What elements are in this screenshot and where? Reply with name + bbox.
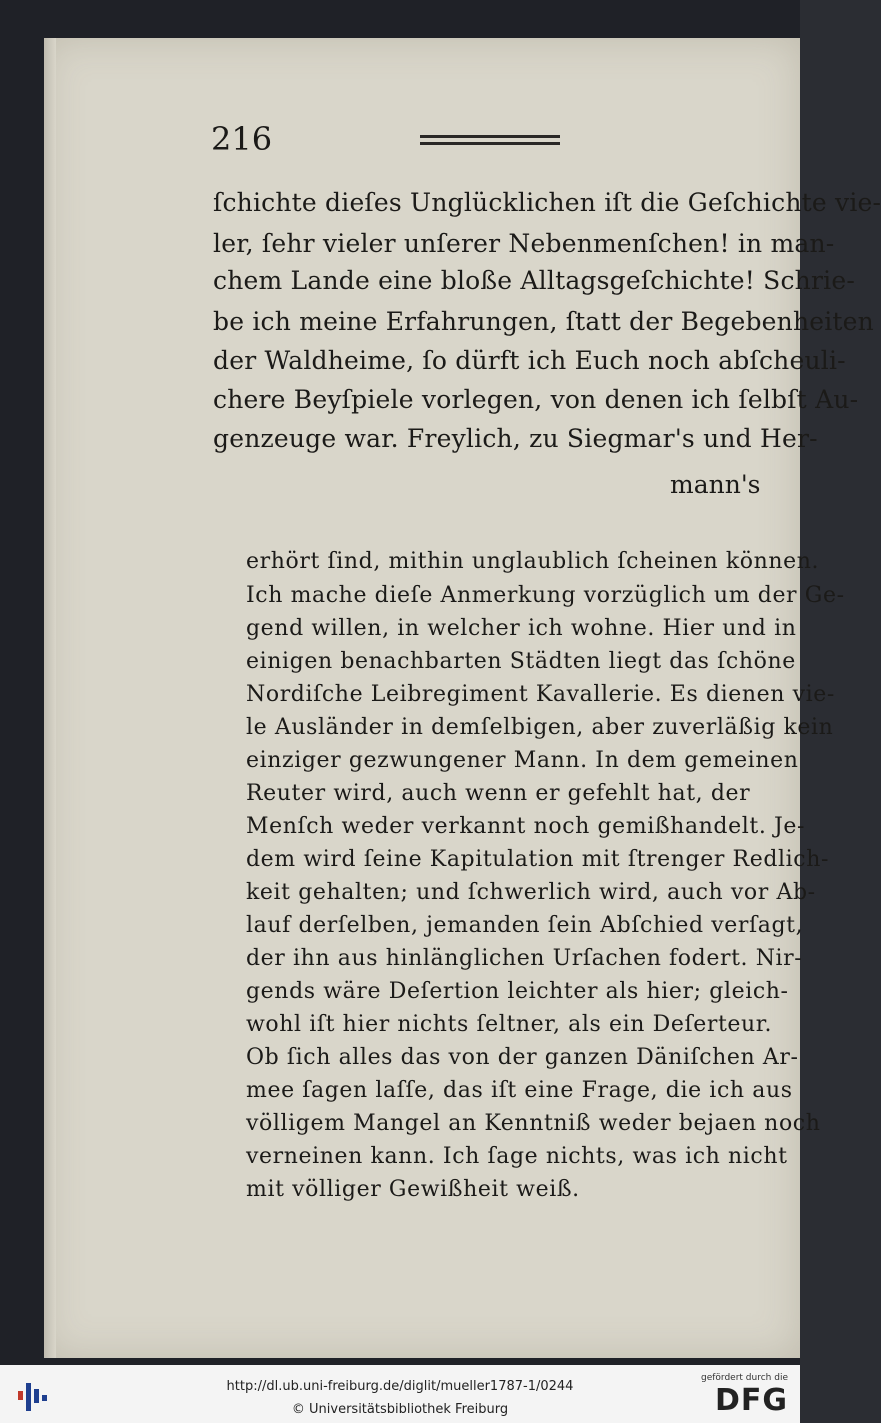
text-line: verneinen kann. Ich ſage nichts, was ich nicht (246, 1144, 788, 1169)
text-line: ſchichte dieſes Unglücklichen iſt die Geſchichte vie- (213, 188, 881, 217)
page-edge (44, 38, 56, 1358)
dfg-logo: DFG (714, 1383, 788, 1418)
page-number: 216 (211, 120, 273, 158)
text-line: mit völliger Gewißheit weiß. (246, 1177, 580, 1202)
copyright-notice: © Universitätsbibliothek Freiburg (291, 1402, 509, 1417)
viewer-footer (0, 1365, 800, 1423)
text-line: Nordiſche Leibregiment Kavallerie. Es dienen vie- (246, 682, 835, 707)
text-line: ler, ſehr vieler unſerer Nebenmenſchen! in man- (213, 229, 835, 258)
header-rule (420, 142, 560, 145)
text-line: genzeuge war. Freylich, zu Siegmar's und Her- (213, 424, 818, 453)
text-line: Ob ſich alles das von der ganzen Däniſchen Ar- (246, 1045, 799, 1070)
text-line: einigen benachbarten Städten liegt das ſchöne (246, 649, 796, 674)
text-line: chere Beyſpiele vorlegen, von denen ich ſelbſt Au- (213, 385, 859, 414)
text-line: gends wäre Deſertion leichter als hier; gleich- (246, 979, 789, 1004)
text-line: erhört ſind, mithin unglaublich ſcheinen können. (246, 549, 820, 574)
funder-caption: gefördert durch die (701, 1373, 788, 1383)
text-line: be ich meine Erfahrungen, ſtatt der Begebenheiten (213, 307, 874, 336)
text-line: einziger gezwungener Mann. In dem gemeinen (246, 748, 799, 773)
text-line: wohl iſt hier nichts ſeltner, als ein Deſerteur. (246, 1012, 773, 1037)
text-line: Reuter wird, auch wenn er gefehlt hat, der (246, 781, 751, 806)
permalink-link[interactable]: http://dl.ub.uni-freiburg.de/diglit/mueller1787-1/0244 (226, 1379, 574, 1394)
text-line: Menſch weder verkannt noch gemißhandelt. Je- (246, 814, 806, 839)
text-line: Ich mache dieſe Anmerkung vorzüglich um der Ge- (246, 583, 845, 608)
text-line: keit gehalten; und ſchwerlich wird, auch vor Ab- (246, 880, 816, 905)
text-line: der ihn aus hinlänglichen Urſachen fodert. Nir- (246, 946, 803, 971)
text-line: dem wird ſeine Kapitulation mit ſtrenger Redlich- (246, 847, 830, 872)
text-line: chem Lande eine bloße Alltagsgeſchichte! Schrie- (213, 266, 855, 295)
text-line: le Ausländer in demſelbigen, aber zuverläßig kein (246, 715, 834, 740)
text-line: lauf derſelben, jemanden ſein Abſchied verſagt, (246, 913, 804, 938)
catchword: mann's (670, 470, 761, 499)
text-line: gend willen, in welcher ich wohne. Hier und in (246, 616, 797, 641)
text-line: völligem Mangel an Kenntniß weder bejaen noch (246, 1111, 821, 1136)
header-rule (420, 135, 560, 138)
text-line: der Waldheime, ſo dürft ich Euch noch abſcheuli- (213, 346, 846, 375)
text-line: mee ſagen laſſe, das iſt eine Frage, die ich aus (246, 1078, 793, 1103)
